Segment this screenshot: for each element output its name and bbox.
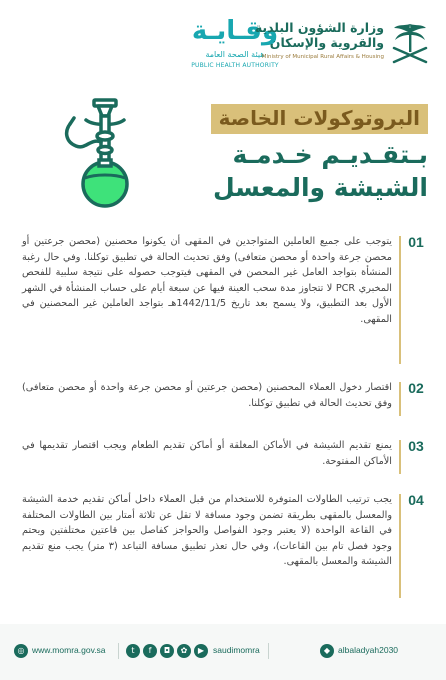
item-number: 03: [408, 438, 424, 454]
divider: [268, 643, 269, 659]
item-divider: [399, 494, 401, 598]
header: [0, 0, 446, 88]
authority-name-en: PUBLIC HEALTH AUTHORITY: [191, 62, 279, 69]
hashtag-handle-link[interactable]: albaladyah2030: [338, 645, 399, 655]
item-number: 01: [408, 234, 424, 250]
item-text: يجب ترتيب الطاولات المتوفرة للاستخدام من قبل العملاء داخل أماكن تقديم خدمة الشيشة والمعسل بالمقهى بطريقة تضمن وجود مسافة لا تقل عن ثلاثة أمتار بين الطاولات المختلفة في القاعة الواحدة (لا يعتبر وجود الفواصل والحواجز كفاصل بين قاعتين مختلفتين ويحتم وجود فصل تام بين القاعات)، وفي حال تعذر تطبيق مسافة التباعد (٣ متر) يجب منع تقديم الشيشة والمعسل بالمقهى.: [22, 494, 392, 567]
title-highlight: البروتوكولات الخاصة: [211, 104, 428, 134]
title-line-1: بـتقـديـم خـدمـة: [232, 140, 428, 169]
protocol-item: [16, 492, 430, 602]
title-line-2: الشيشة والمعسل: [212, 173, 428, 202]
ministry-logo: [227, 14, 432, 76]
item-text: اقتصار دخول العملاء المحصنين (محصن جرعتين أو محصن جرعة واحدة أو محصن متعافى) وفق تحديث الحالة في تطبيق توكلنا.: [22, 382, 392, 409]
item-text: يتوجب على جميع العاملين المتواجدين في المقهى أن يكونوا محصنين (محصن جرعتين أو محصن جرعة واحدة أو محصن متعافى) وفق تحديث الحالة في تطبيق توكلنا. وفي حال رغبة المنشأة بتواجد العامل غير المحصن في المقهى فيتوجب حصوله على نتيجة سلبية للفحص المخبري PCR لا تتجاوز مدة سحب العينة فيها عن سبعة أيام على حساب المنشأة في الشهر الأول بعد التطبيق، ولا يسمح بعد تاريخ 1442/11/5هـ بتواجد العاملين غير المحصنين في المقهى.: [22, 236, 392, 325]
palm-swords-emblem-icon: [388, 18, 432, 66]
facebook-icon[interactable]: f: [143, 644, 157, 658]
protocol-item: [16, 234, 430, 366]
twitter-icon[interactable]: t: [126, 644, 140, 658]
instagram-icon[interactable]: ◘: [160, 644, 174, 658]
website-link[interactable]: www.momra.gov.sa: [32, 645, 106, 655]
item-divider: [399, 440, 401, 474]
youtube-icon[interactable]: ▶: [194, 644, 208, 658]
protocol-item: [16, 438, 430, 478]
item-number: 04: [408, 492, 424, 508]
ministry-name-ar: وزارة الشؤون البلدية والقروية والإسكان: [254, 20, 384, 50]
authority-name-ar: هيئة الصحة العامة: [205, 50, 265, 59]
protocol-item: [16, 380, 430, 420]
page-title: [168, 104, 428, 204]
item-divider: [399, 382, 401, 416]
social-handle-link[interactable]: saudimomra: [213, 645, 260, 655]
item-divider: [399, 236, 401, 364]
globe-icon: ◎: [14, 644, 28, 658]
item-number: 02: [408, 380, 424, 396]
footer-links: [0, 638, 446, 666]
ministry-name-en: Ministry of Municipal Rural Affairs & Housing: [261, 54, 384, 60]
item-text: يمنع تقديم الشيشة في الأماكن المغلقة أو أماكن تقديم الطعام ويجب اقتصار تقديمها في الأماكن المفتوحة.: [22, 440, 392, 467]
weqaya-wordmark: وقـايـة: [191, 16, 279, 46]
divider: [118, 643, 119, 659]
vision-2030-icon: ◆: [320, 644, 334, 658]
footer: [0, 624, 446, 680]
hookah-illustration-icon: [50, 98, 160, 210]
snapchat-icon[interactable]: ✿: [177, 644, 191, 658]
